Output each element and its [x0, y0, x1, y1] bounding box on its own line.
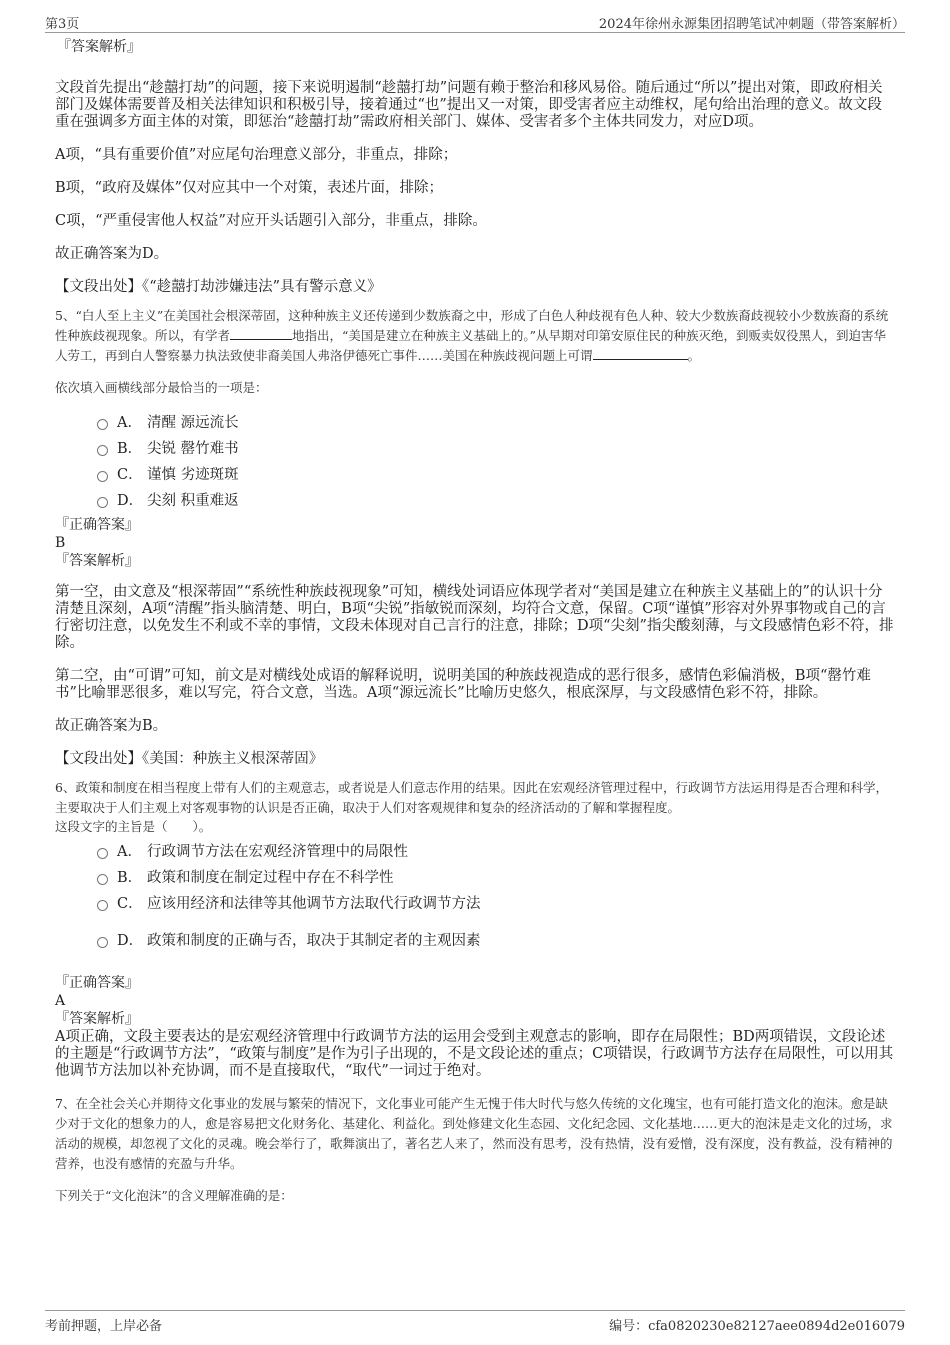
- q5-correct-label: 『正确答案』: [55, 517, 139, 533]
- q5-option-d[interactable]: [55, 490, 895, 516]
- option-letter: D．: [117, 493, 144, 509]
- q4-option-c-note: C项，“严重侵害他人权益”对应开头话题引入部分，非重点，排除。: [55, 213, 487, 229]
- q7-prompt: 下列关于“文化泡沫”的含义理解准确的是：: [55, 1188, 293, 1203]
- q4-source: 【文段出处】《“趁囍打劫涉嫌违法”具有警示意义》: [55, 279, 382, 295]
- q5-stem-part1: 5、“白人至上主义”在美国社会根深蒂固，这种种族主义还传递到少数族裔之中，形成了白色人种歧视有色人种、较大少数族裔歧视较小少数族裔的系统性种族歧视现象。所以，有学者: [55, 308, 889, 343]
- q5-source: 【文段出处】《美国：种族主义根深蒂固》: [55, 751, 324, 767]
- q5-stem-part2: 地指出，“美国是建立在种族主义基础上的。”从早期对印第安原住民的种族灭绝，到贩卖奴役黑人，到迫害华人劳工，再到白人警察暴力执法致使非裔美国人弗洛伊德死亡事件……美国在种族歧视问题上可谓: [55, 328, 887, 363]
- q6-stem: 6、政策和制度在相当程度上带有人们的主观意志，或者说是人们意志作用的结果。因此在宏观经济管理过程中，行政调节方法运用得是否合理和科学，主要取决于人们主观上对客观事物的认识是否正确，取决于人们对客观规律和复杂的经济活动的了解和掌握程度。: [55, 780, 888, 815]
- q5-stem-end: 。: [687, 348, 701, 363]
- page-header: [45, 10, 905, 33]
- radio-icon[interactable]: [97, 445, 108, 456]
- option-letter: A．: [117, 844, 142, 860]
- option-letter: D．: [117, 933, 144, 949]
- radio-icon[interactable]: [97, 419, 108, 430]
- option-letter: B．: [117, 870, 143, 886]
- q5-blank-2: [593, 347, 688, 360]
- option-text: 清醒 源远流长: [147, 415, 239, 431]
- q5-blank-1: [230, 327, 292, 340]
- radio-icon[interactable]: [97, 900, 108, 911]
- q5-option-a[interactable]: [55, 412, 895, 438]
- q6-correct-label: 『正确答案』: [55, 975, 139, 991]
- option-text: 行政调节方法在宏观经济管理中的局限性: [147, 844, 408, 860]
- q4-analysis-para: 文段首先提出“趁囍打劫”的问题，接下来说明遏制“趁囍打劫”问题有赖于整治和移风易俗。随后通过“所以”提出对策，即政府相关部门及媒体需要普及相关法律知识和积极引导，接着通过“也”提出又一对策，即受害者应主动维权，尾句给出治理的意义。故文段重在强调多方面主体的对策，即惩治“趁囍打劫”需政府相关部门、媒体、受害者多个主体共同发力，对应D项。: [55, 80, 883, 130]
- q5-prompt: 依次填入画横线部分最恰当的一项是：: [55, 380, 268, 395]
- q5-stem: [55, 306, 895, 366]
- q6-options: [55, 841, 895, 956]
- page-footer: [45, 1310, 905, 1333]
- q6-correct-answer: A: [55, 993, 66, 1009]
- q4-answer: 故正确答案为D。: [55, 246, 169, 262]
- q6-option-b[interactable]: [55, 867, 895, 893]
- option-text: 谨慎 劣迹斑斑: [147, 467, 239, 483]
- q6-analysis-para: A项正确，文段主要表达的是宏观经济管理中行政调节方法的运用会受到主观意志的影响，即存在局限性；BD两项错误，文段论述的主题是“行政调节方法”，“政策与制度”是作为引子出现的，不是文段论述的重点；C项错误，行政调节方法存在局限性，可以用其他调节方法加以补充协调，而不是直接取代，“取代”一词过于绝对。: [55, 1029, 894, 1079]
- q6-option-d[interactable]: [55, 930, 895, 956]
- q4-analysis-label: 『答案解析』: [57, 39, 141, 55]
- q5-analysis-para2: 第二空，由“可谓”可知，前文是对横线处成语的解释说明，说明美国的种族歧视造成的恶行很多，感情色彩偏消极，B项“罄竹难书”比喻罪恶很多，难以写完，符合文意，当选。A项“源远流长”比喻历史悠久，根底深厚，与文段感情色彩不符，排除。: [55, 668, 871, 701]
- q4-option-a-note: A项，“具有重要价值”对应尾句治理意义部分，非重点，排除；: [55, 147, 458, 163]
- radio-icon[interactable]: [97, 497, 108, 508]
- option-text: 政策和制度在制定过程中存在不科学性: [147, 870, 394, 886]
- q5-correct-answer: B: [55, 535, 66, 551]
- q6-option-c[interactable]: [55, 893, 895, 930]
- q5-analysis-para1: 第一空，由文意及“根深蒂固”“系统性种族歧视现象”可知，横线处词语应体现学者对“美国是建立在种族主义基础上的”的认识十分清楚且深刻，A项“清醒”指头脑清楚、明白，B项“尖锐”指敏锐而深刻，均符合文意，保留。C项“谨慎”形容对外界事物或自己的言行密切注意，以免发生不利或不幸的事情，文段未体现对自己言行的注意，排除；D项“尖刻”指尖酸刻薄，与文段感情色彩不符，排除。: [55, 584, 894, 651]
- document-body: [55, 38, 895, 1206]
- radio-icon[interactable]: [97, 937, 108, 948]
- option-letter: A．: [117, 415, 142, 431]
- option-letter: C．: [117, 896, 143, 912]
- q7-stem: 7、在全社会关心并期待文化事业的发展与繁荣的情况下，文化事业可能产生无愧于伟大时代与悠久传统的文化瑰宝，也有可能打造文化的泡沫。愈是缺少对于文化的想象力的人，愈是容易把文化财务化、基建化、利益化。到处修建文化生态园、文化纪念园、文化基地……更大的泡沫是走文化的过场，求活动的规模，却忽视了文化的灵魂。晚会举行了，歌舞演出了，著名艺人来了，然而没有思考，没有热情，没有爱憎，没有深度，没有教益，没有精神的营养，也没有感情的充盈与升华。: [55, 1096, 893, 1171]
- q5-option-c[interactable]: [55, 464, 895, 490]
- radio-icon[interactable]: [97, 874, 108, 885]
- q5-answer: 故正确答案为B。: [55, 718, 168, 734]
- document-id: 编号：cfa0820230e82127aee0894d2e016079: [609, 1319, 905, 1334]
- q6-prompt: 这段文字的主旨是（ ）。: [55, 819, 212, 834]
- q4-option-b-note: B项，“政府及媒体”仅对应其中一个对策，表述片面，排除；: [55, 180, 443, 196]
- radio-icon[interactable]: [97, 471, 108, 482]
- q6-option-a[interactable]: [55, 841, 895, 867]
- page-number: 第3页: [45, 17, 80, 32]
- radio-icon[interactable]: [97, 848, 108, 859]
- option-text: 尖刻 积重难返: [147, 493, 239, 509]
- document-title: 2024年徐州永源集团招聘笔试冲刺题（带答案解析）: [598, 17, 905, 32]
- q6-analysis-label: 『答案解析』: [55, 1011, 139, 1027]
- option-text: 应该用经济和法律等其他调节方法取代行政调节方法: [147, 896, 481, 912]
- option-letter: B．: [117, 441, 143, 457]
- q5-options: [55, 412, 895, 516]
- q5-option-b[interactable]: [55, 438, 895, 464]
- footer-slogan: 考前押题，上岸必备: [45, 1319, 163, 1334]
- option-text: 尖锐 罄竹难书: [147, 441, 239, 457]
- option-text: 政策和制度的正确与否，取决于其制定者的主观因素: [147, 933, 481, 949]
- option-letter: C．: [117, 467, 143, 483]
- q5-analysis-label: 『答案解析』: [55, 553, 139, 569]
